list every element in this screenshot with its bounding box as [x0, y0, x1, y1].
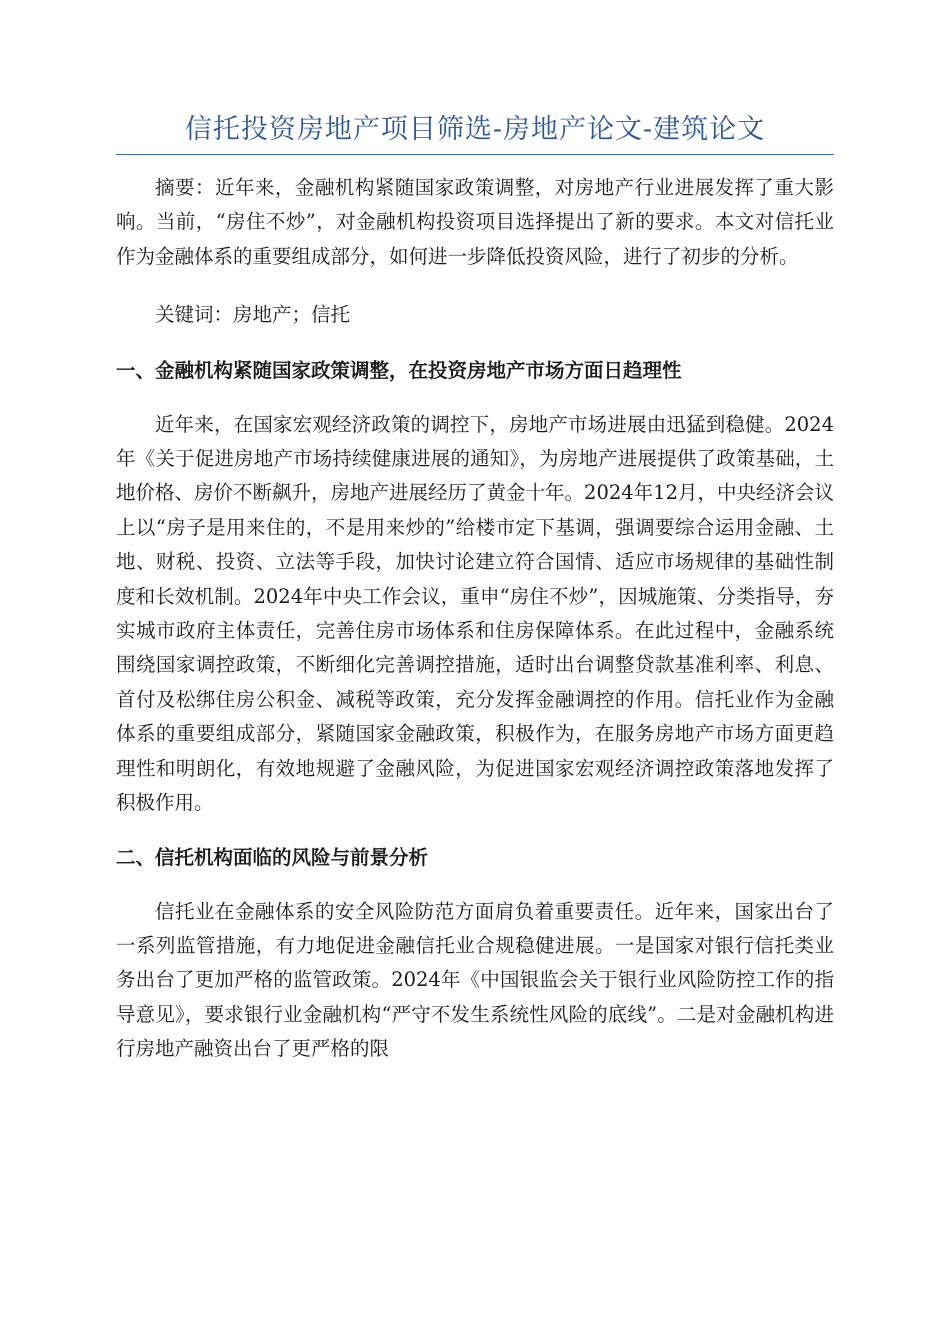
section-2-heading: 二、信托机构面临的风险与前景分析 [116, 845, 429, 869]
section-2-paragraph: 信托业在金融体系的安全风险防范方面肩负着重要责任。近年来，国家出台了一系列监管措施，有力地促进金融信托业合规稳健进展。一是国家对银行信托类业务出台了更加严格的监管政策。2024年《中国银监会关于银行业风险防控工作的指导意见》，要求银行业金融机构“严守不发生系统性风险的底线”。二是对金融机构进行房地产融资出台了更严格的限 [116, 899, 834, 1061]
section-1-paragraph: 近年来，在国家宏观经济政策的调控下，房地产市场进展由迅猛到稳健。2024年《关于促进房地产市场持续健康进展的通知》，为房地产进展提供了政策基础，土地价格、房价不断飙升，房地产进展经历了黄金十年。2024年12月，中央经济会议上以“房子是用来住的，不是用来炒的”给楼市定下基调，强调要综合运用金融、土地、财税、投资、立法等手段，加快讨论建立符合国情、适应市场规律的基础性制度和长效机制。2024年中央工作会议，重申“房住不炒”，因城施策、分类指导，夯实城市政府主体责任，完善住房市场体系和住房保障体系。在此过程中，金融系统围绕国家调控政策，不断细化完善调控措施，适时出台调整贷款基准利率、利息、首付及松绑住房公积金、减税等政策，充分发挥金融调控的作用。信托业作为金融体系的重要组成部分，紧随国家金融政策，积极作为，在服务房地产市场方面更趋理性和明朗化，有效地规避了金融风险，为促进国家宏观经济调控政策落地发挥了积极作用。 [116, 412, 834, 815]
title-underline [116, 154, 834, 155]
abstract-paragraph: 摘要：近年来，金融机构紧随国家政策调整，对房地产行业进展发挥了重大影响。当前，“房住不炒”，对金融机构投资项目选择提出了新的要求。本文对信托业作为金融体系的重要组成部分，如何进一步降低投资风险，进行了初步的分析。 [116, 176, 834, 268]
document-title: 信托投资房地产项目筛选-房地产论文-建筑论文 [184, 114, 766, 145]
section-1-heading: 一、金融机构紧随国家政策调整，在投资房地产市场方面日趋理性 [116, 358, 682, 382]
document-body [116, 171, 834, 1067]
keywords-paragraph: 关键词：房地产；信托 [155, 303, 351, 327]
